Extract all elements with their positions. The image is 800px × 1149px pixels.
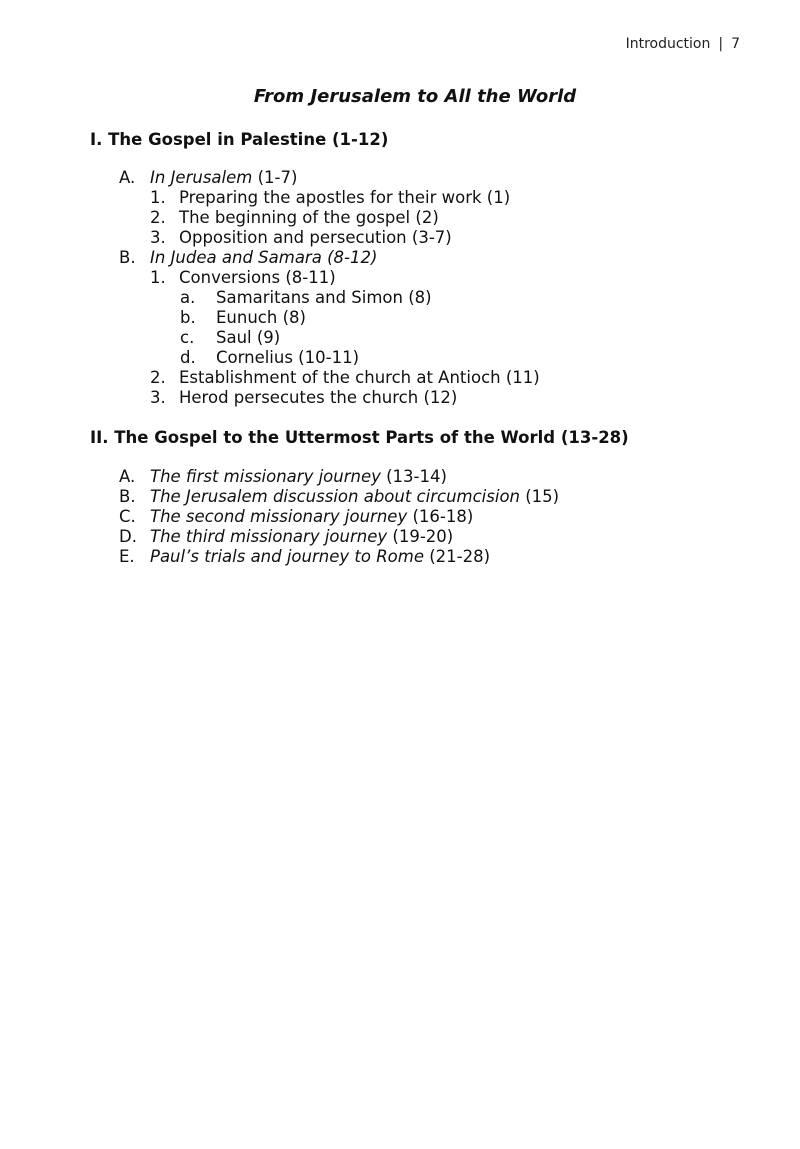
part2-heading: II. The Gospel to the Uttermost Parts of the World (13-28) [90, 428, 629, 447]
outline-label: b. [180, 308, 196, 327]
outline-italic-text: The Jerusalem discussion about circumcision [150, 487, 520, 506]
outline-label: d. [180, 348, 196, 367]
outline-text: Eunuch (8) [216, 308, 306, 327]
outline-label: B. [119, 487, 136, 506]
outline-ref: (15) [520, 487, 560, 506]
outline-italic-text: In Jerusalem [150, 168, 253, 187]
outline-ref: (16-18) [407, 507, 474, 526]
outline-label: 3. [150, 228, 166, 247]
outline-text: Preparing the apostles for their work (1) [179, 188, 511, 207]
outline-label: 1. [150, 268, 166, 287]
outline-label: B. [119, 248, 136, 267]
outline-text: Establishment of the church at Antioch (11) [179, 368, 540, 387]
outline-label: 2. [150, 208, 166, 227]
outline-text: Cornelius (10-11) [216, 348, 360, 367]
outline-ref: (13-14) [380, 467, 447, 486]
outline-label: a. [180, 288, 196, 307]
outline-label: 1. [150, 188, 166, 207]
outline-italic-text: Paul’s trials and journey to Rome [150, 547, 424, 566]
part1-heading: I. The Gospel in Palestine (1-12) [90, 130, 389, 149]
outline-text: Samaritans and Simon (8) [216, 288, 432, 307]
outline-label: A. [119, 467, 136, 486]
outline-ref: (1-7) [252, 168, 298, 187]
outline-italic-text: The first missionary journey [150, 467, 381, 486]
outline-italic-text: The second missionary journey [150, 507, 408, 526]
header-section: Introduction [625, 36, 711, 52]
outline-text: Saul (9) [216, 328, 281, 347]
outline-label: E. [119, 547, 135, 566]
outline-text: The beginning of the gospel (2) [179, 208, 439, 227]
running-header [626, 36, 740, 52]
outline-label: 2. [150, 368, 166, 387]
outline-label: 3. [150, 388, 166, 407]
outline-label: A. [119, 168, 136, 187]
outline-text: Conversions (8-11) [179, 268, 336, 287]
outline-italic-text: The third missionary journey [150, 527, 388, 546]
page-title: From Jerusalem to All the World [253, 86, 577, 107]
outline-ref: (19-20) [387, 527, 454, 546]
outline-label: C. [119, 507, 136, 526]
page-number: 7 [731, 36, 740, 52]
outline-text: Opposition and persecution (3-7) [179, 228, 452, 247]
outline-label: D. [119, 527, 137, 546]
outline-italic-text: In Judea and Samara (8-12) [150, 248, 378, 267]
outline-ref: (21-28) [423, 547, 491, 566]
outline-label: c. [180, 328, 195, 347]
header-separator: | [718, 36, 724, 52]
outline-text: Herod persecutes the church (12) [179, 388, 458, 407]
